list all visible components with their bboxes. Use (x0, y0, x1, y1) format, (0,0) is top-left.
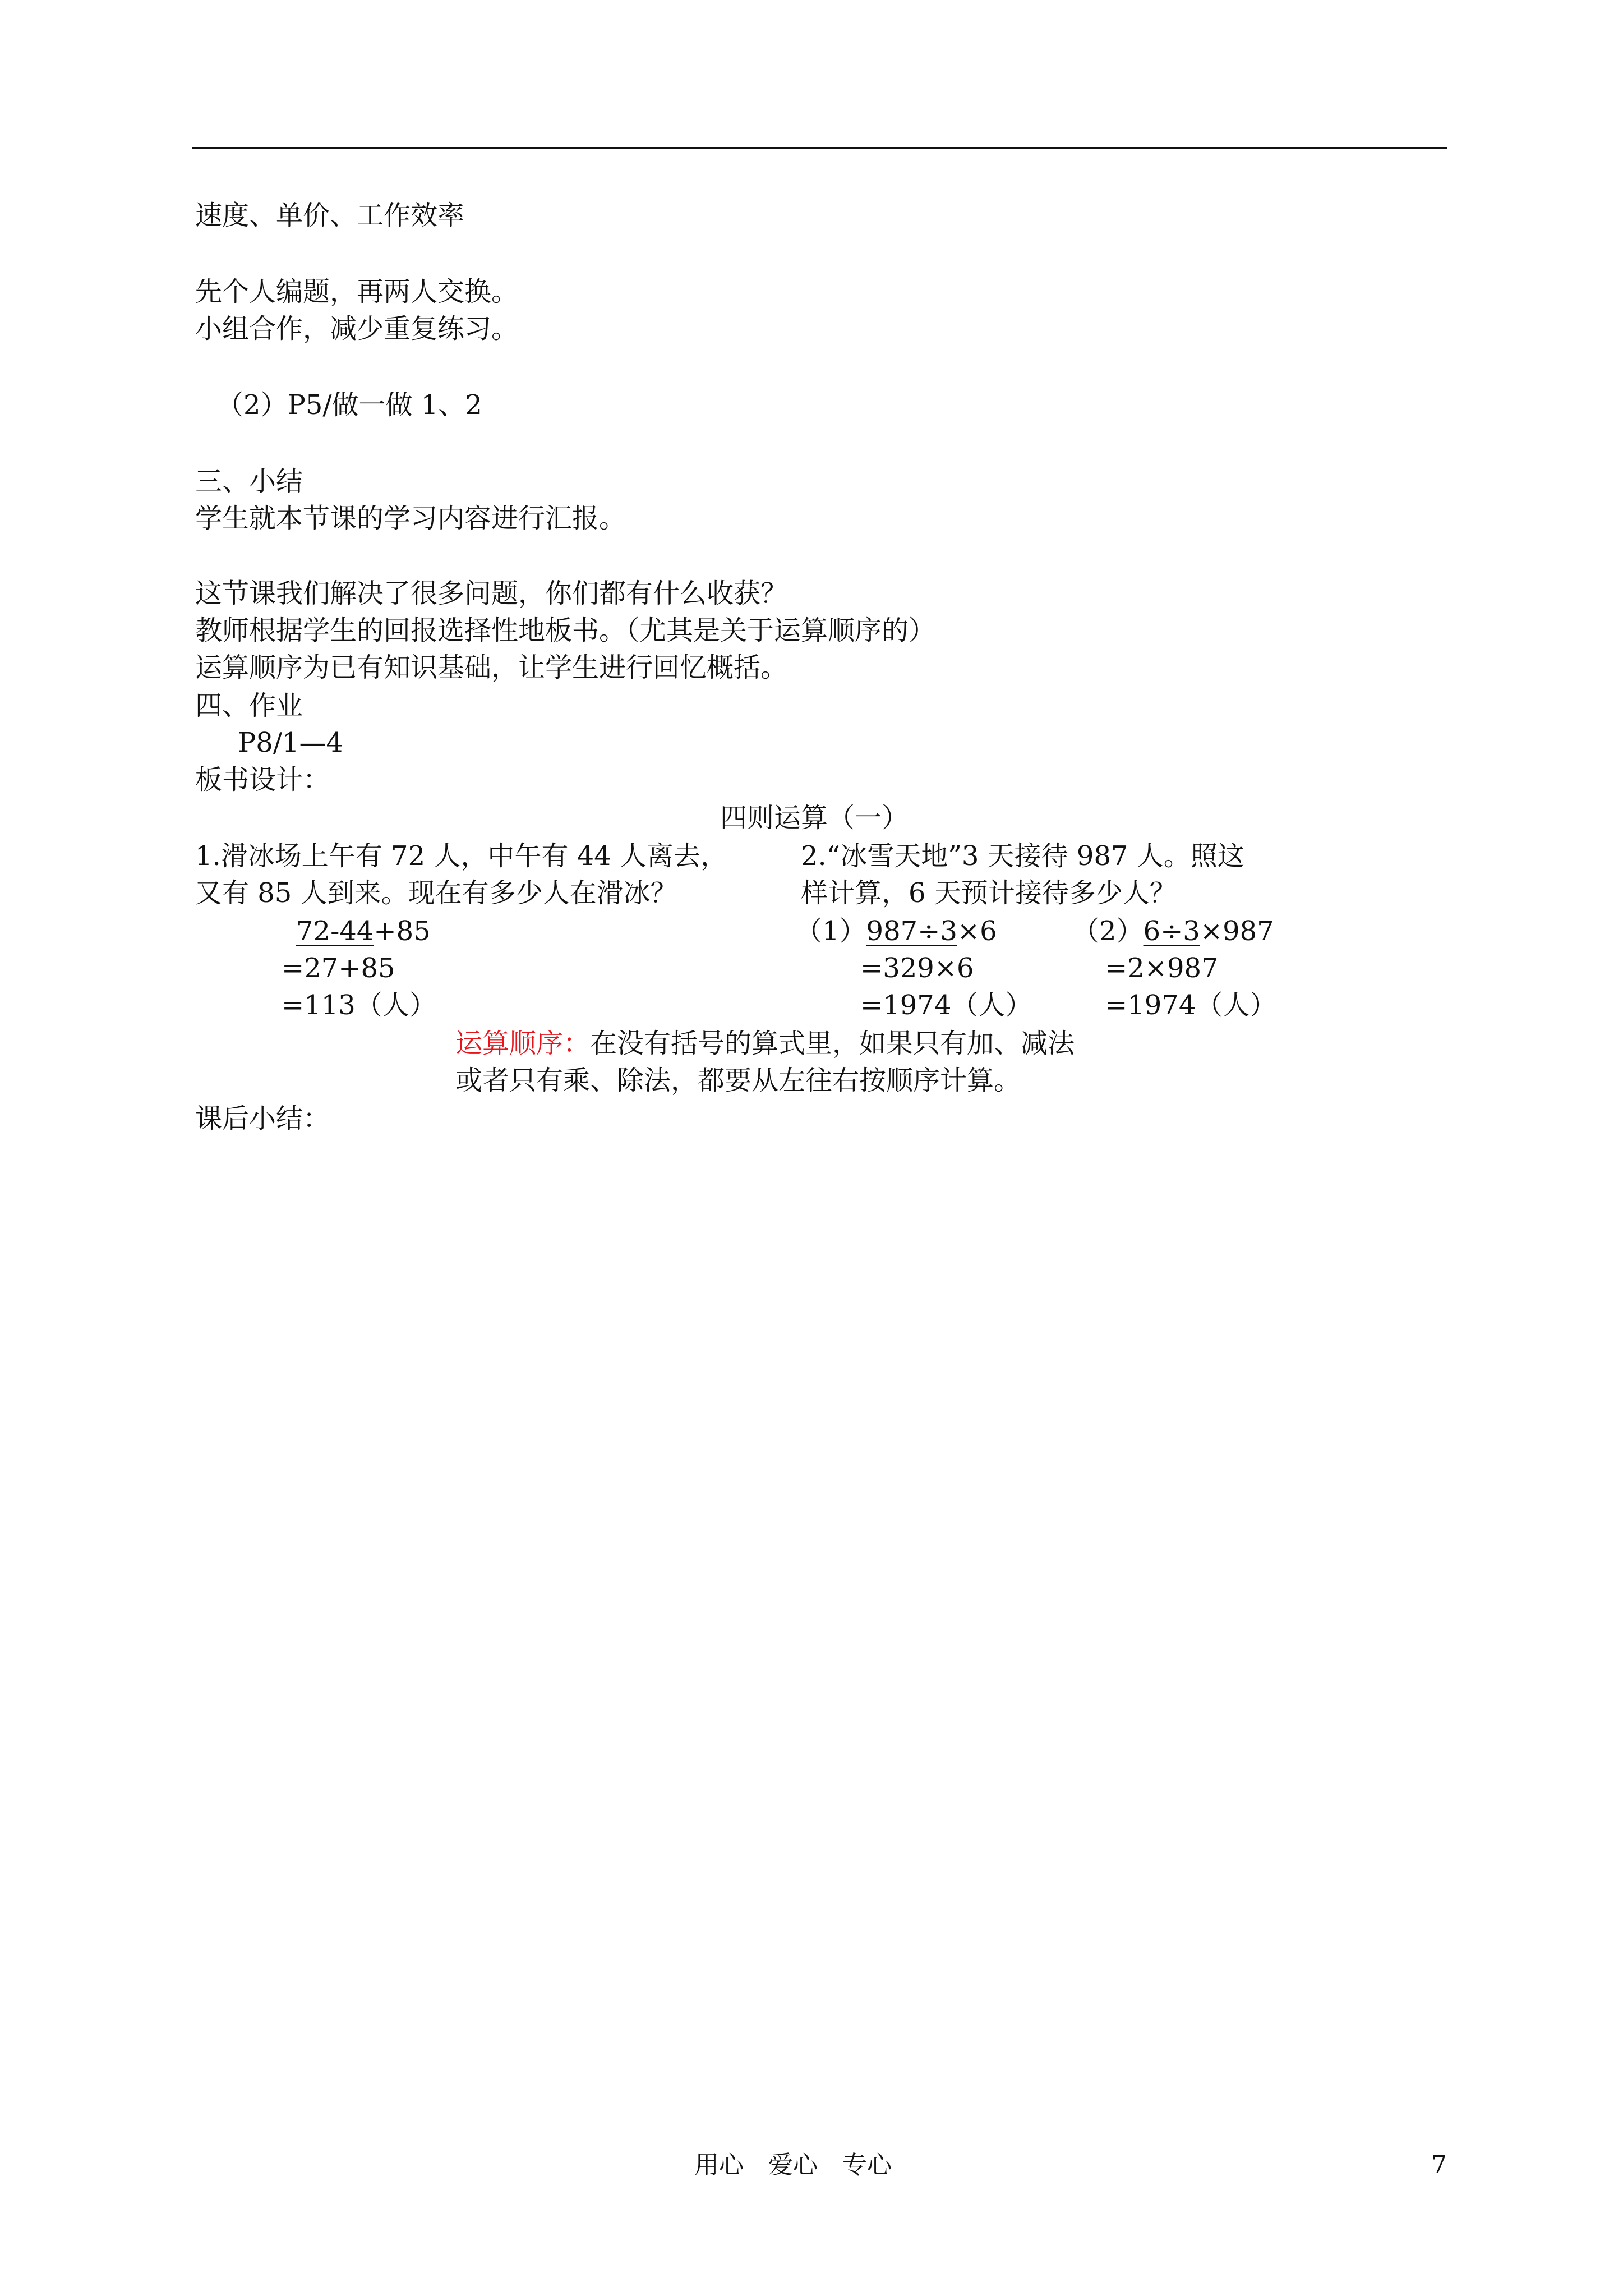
text-line: 教师根据学生的回报选择性地板书。（尤其是关于运算顺序的） (195, 615, 936, 646)
q1-expression (296, 915, 431, 947)
text-line: 板书设计： (195, 764, 330, 795)
q2-method-1 (795, 915, 997, 947)
text-line: 速度、单价、工作效率 (195, 200, 465, 231)
q2-method-1-step: =329×6 (860, 953, 974, 984)
text-line: 运算顺序为已有知识基础，让学生进行回忆概括。 (195, 652, 788, 683)
text-line: P8/1—4 (238, 727, 344, 758)
q2-method-2-underlined: 6÷3 (1143, 915, 1200, 947)
q2-method-2-label: （2） (1072, 915, 1144, 947)
q1-step: =27+85 (282, 953, 395, 984)
q1-answer: =113（人） (282, 990, 436, 1021)
q1-expression-rest: +85 (374, 915, 431, 947)
order-rule-label: 运算顺序： (455, 1028, 591, 1059)
order-rule-text: 在没有括号的算式里，如果只有加、减法 (590, 1028, 1075, 1059)
q2-method-1-answer: =1974（人） (860, 990, 1032, 1021)
text-line: 这节课我们解决了很多问题，你们都有什么收获？ (195, 578, 788, 609)
board-title: 四则运算（一） (720, 802, 909, 834)
section-heading: 四、作业 (195, 690, 303, 721)
q2-text-line: 样计算，6 天预计接待多少人？ (801, 877, 1177, 909)
q1-first-step-underlined: 72-44 (296, 915, 374, 947)
q2-text-line: 2.“冰雪天地”3 天接待 987 人。照这 (801, 840, 1244, 872)
q2-method-1-rest: ×6 (957, 915, 997, 947)
text-line: 小组合作，减少重复练习。 (195, 313, 519, 344)
q1-text-line: 又有 85 人到来。现在有多少人在滑冰？ (195, 877, 677, 909)
text-line: （2）P5/做一做 1、2 (216, 389, 482, 421)
q2-method-2-rest: ×987 (1200, 915, 1274, 947)
after-class-summary-label: 课后小结： (195, 1103, 330, 1134)
q2-method-2-step: =2×987 (1105, 953, 1219, 984)
page-number: 7 (1431, 2151, 1447, 2179)
q2-method-1-label: （1） (795, 915, 866, 947)
footer-motto: 用心 爱心 专心 (694, 2151, 892, 2179)
order-rule-line (455, 1030, 1075, 1057)
q2-method-1-underlined: 987÷3 (866, 915, 957, 947)
q2-method-2-answer: =1974（人） (1105, 990, 1277, 1021)
text-line: 先个人编题，再两人交换。 (195, 276, 519, 307)
text-line: 学生就本节课的学习内容进行汇报。 (195, 503, 626, 534)
order-rule-line: 或者只有乘、除法，都要从左往右按顺序计算。 (455, 1065, 1021, 1096)
section-heading: 三、小结 (195, 466, 303, 497)
header-rule (192, 147, 1447, 149)
q2-method-2 (1072, 915, 1274, 947)
q1-text-line: 1.滑冰场上午有 72 人，中午有 44 人离去， (195, 840, 727, 872)
